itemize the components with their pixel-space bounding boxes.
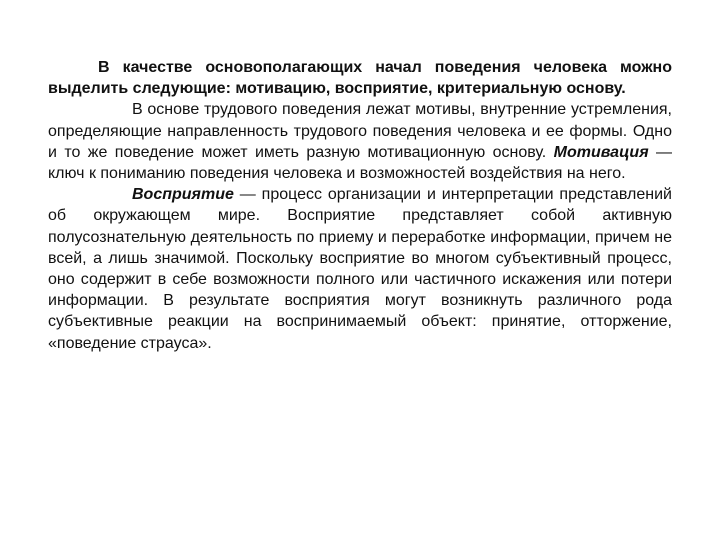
term-motivation: Мотивация <box>553 143 649 161</box>
text-block <box>48 57 672 354</box>
motives-lead-text: В основе трудового поведения лежат мотивы, внутренние устремления, определяющие направленность трудового поведения человека и ее формы. Одно и то же поведение может иметь разную мотивационную основу. <box>48 101 672 161</box>
perception-rest-text: — процесс организации и интерпретации представлений об окружающем мире. Восприятие представляет собой активную полусознательную деятельность по приему и переработке информации, причем не всей, а лишь значимой. Поскольку восприятие во многом субъективный процесс, оно содержит в себе возможности полного или частичного искажения или потери информации. В результате восприятия могут возникнуть различного рода субъективные реакции на воспринимаемый объект: принятие, отторжение, «поведение страуса». <box>48 186 672 352</box>
motives-rest-text: — ключ к пониманию поведения человека и возможностей воздействия на него. <box>48 143 672 183</box>
intro-text: В качестве основополагающих начал поведения человека можно выделить следующие: мотивацию, восприятие, критериальную основу. <box>48 59 672 98</box>
term-perception: Восприятие <box>132 186 234 204</box>
motives-paragraph <box>48 99 672 184</box>
perception-paragraph <box>48 184 672 354</box>
intro-paragraph <box>48 57 672 99</box>
